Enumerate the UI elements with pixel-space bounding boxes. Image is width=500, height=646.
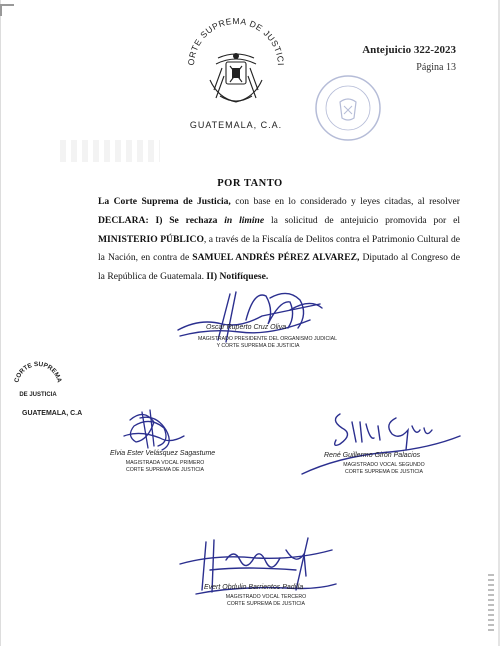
text-run: la solicitud de antejuicio promovida por el: [264, 214, 460, 226]
court-seal: [180, 6, 292, 130]
court-seal-emblem: [180, 6, 292, 118]
faded-court-stamp: [312, 72, 384, 144]
margin-marks: [488, 574, 494, 634]
resolution-heading: POR TANTO: [217, 178, 283, 189]
declara-text: DECLARA:: [98, 214, 149, 226]
ministerio-publico-text: MINISTERIO PÚBLICO: [98, 233, 204, 245]
vocal-three-name: Evert Obdulio Barrientos Padilla: [204, 584, 304, 591]
text-run: Diputado al Congreso de la República de Guatemala.: [98, 252, 460, 283]
president-role-line2: Y CORTE SUPREMA DE JUSTICIA: [216, 343, 300, 349]
round-court-stamp: [14, 360, 62, 408]
round-stamp-top-text: CORTE SUPREMA: [14, 360, 62, 384]
defendant-name-text: SAMUEL ANDRÉS PÉREZ ALVAREZ,: [192, 252, 360, 264]
court-name-text: La Corte Suprema de Justicia,: [98, 196, 231, 207]
vocal-two-role-line1: MAGISTRADO VOCAL SEGUNDO: [343, 462, 425, 468]
president-signature: [170, 280, 350, 370]
vocal-three-role-line2: CORTE SUPREMA DE JUSTICIA: [226, 601, 306, 607]
corner-mark: [0, 4, 14, 16]
vocal-two-name: René Guillermo Girón Palacios: [324, 452, 421, 459]
text-run: con base en lo considerado y leyes citadas, al resolver: [230, 196, 460, 207]
vocal-one-role-line1: MAGISTRADA VOCAL PRIMERO: [125, 460, 205, 466]
president-name: Oscar Ruperto Cruz Oliva: [206, 324, 287, 331]
page-number: Página 13: [416, 62, 456, 73]
vocal-two-signature: [300, 400, 470, 490]
vocal-one-role-line2: CORTE SUPREMA DE JUSTICIA: [125, 467, 205, 473]
text-run: , a través de la Fiscalía de Delitos contra el Patrimonio Cultural de la Nación, en contra de: [98, 233, 460, 264]
round-stamp-middle-text: DE JUSTICIA: [19, 392, 57, 398]
item-one-text: I) Se rechaza: [155, 214, 218, 226]
round-stamp-caption: GUATEMALA, C.A: [22, 410, 83, 417]
vocal-three-signature: [176, 530, 356, 630]
vocal-two-role-line2: CORTE SUPREMA DE JUSTICIA: [344, 469, 424, 475]
in-limine-text: in limine: [224, 214, 265, 226]
svg-text:CORTE SUPREMA: [14, 361, 62, 384]
president-role-line1: MAGISTRADO PRESIDENTE DEL ORGANISMO JUDICIAL: [198, 336, 338, 342]
case-reference: Antejuicio 322-2023: [362, 44, 456, 56]
vocal-one-signature: [104, 400, 234, 480]
resolution-paragraph: [98, 193, 460, 287]
vocal-one-name: Elvia Ester Velásquez Sagastume: [110, 450, 216, 457]
seal-arc-text: ORTE SUPREMA DE JUSTICI: [185, 15, 287, 67]
seal-caption: GUATEMALA, C.A.: [189, 120, 283, 130]
item-two-text: II) Notifíquese.: [206, 271, 269, 283]
vocal-three-role-line1: MAGISTRADO VOCAL TERCERO: [225, 594, 307, 600]
svg-text:CORTE SUPREMA DE JUSTICIA: [180, 6, 286, 66]
faint-smudge: [60, 140, 160, 162]
